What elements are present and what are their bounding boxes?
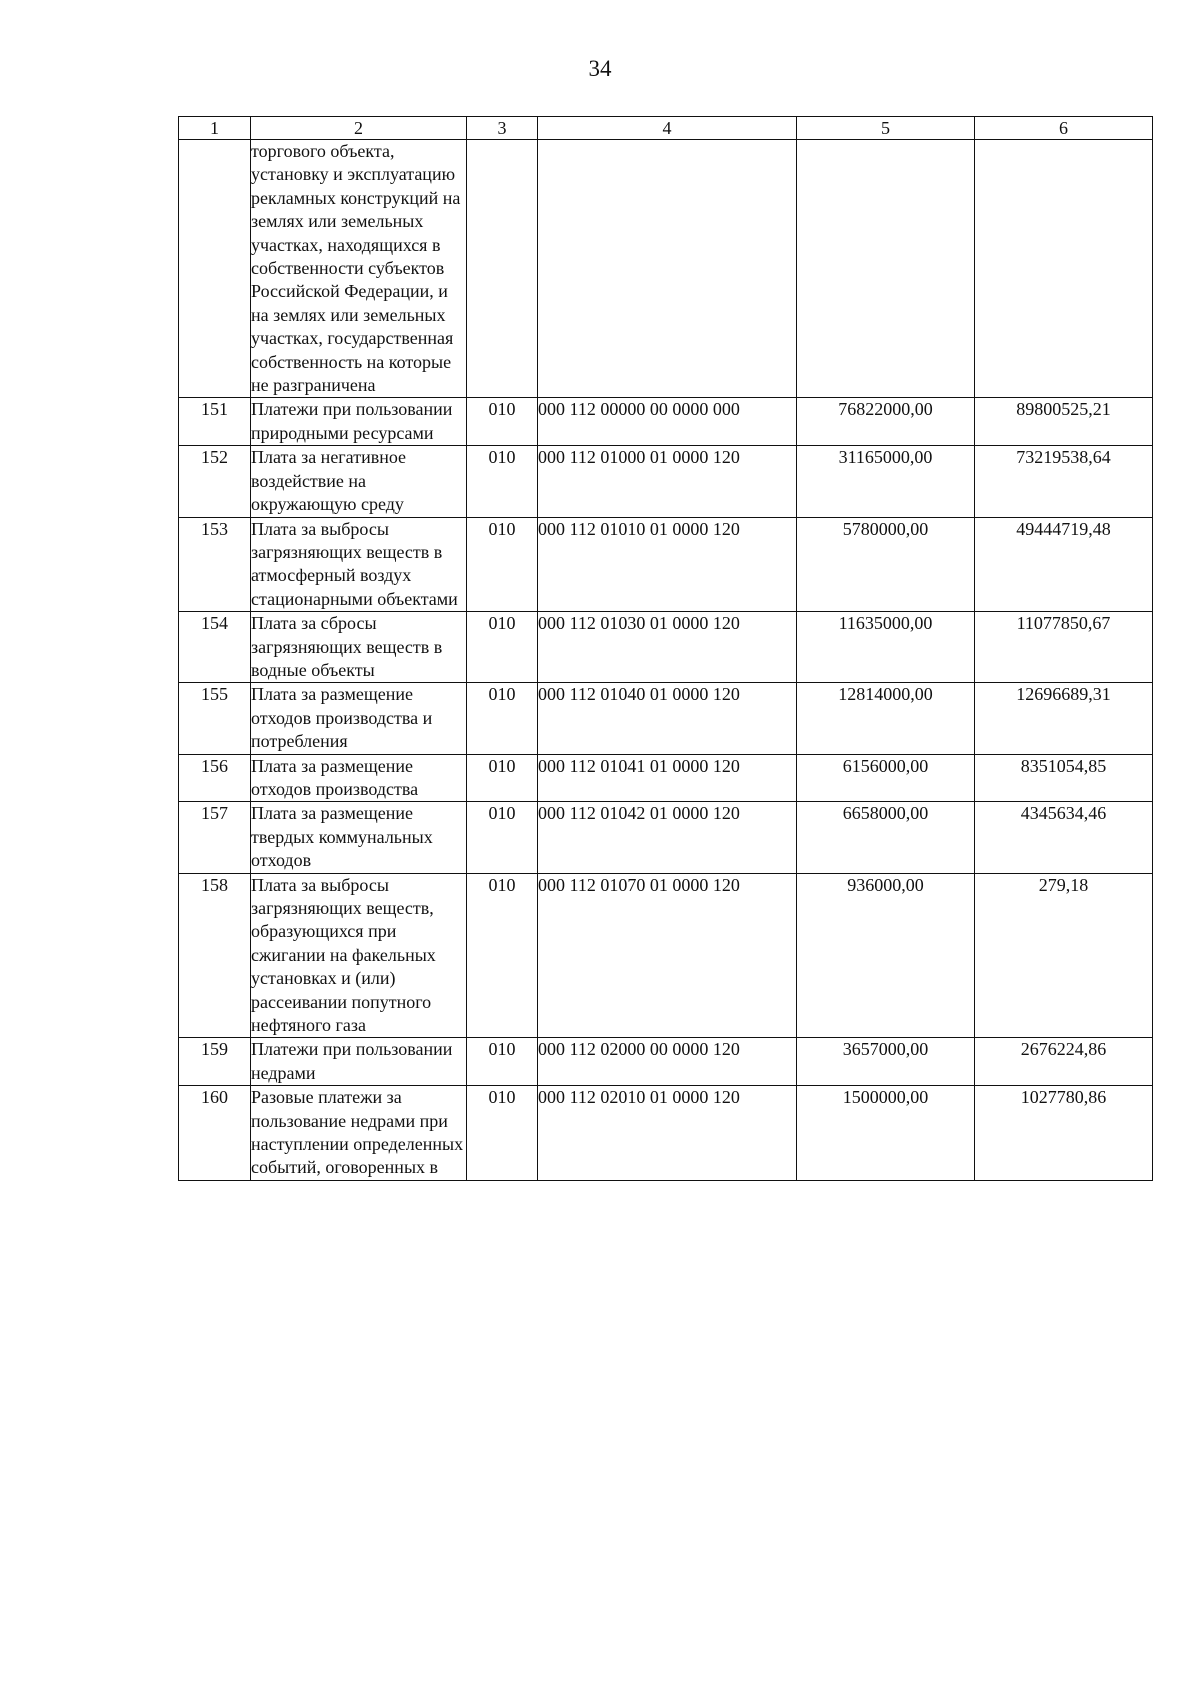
approved-amount-cell: 12814000,00: [797, 683, 975, 754]
approved-amount-cell: 936000,00: [797, 873, 975, 1038]
column-header: 2: [251, 117, 467, 140]
admin-code-cell: 010: [467, 398, 538, 446]
table-row: [179, 446, 1153, 517]
admin-code-cell: 010: [467, 612, 538, 683]
budget-code-cell: 000 112 01030 01 0000 120: [538, 612, 797, 683]
approved-amount-cell: 31165000,00: [797, 446, 975, 517]
budget-code-cell: 000 112 01010 01 0000 120: [538, 517, 797, 612]
income-name-cell: Плата за размещение отходов производства и потребления: [251, 683, 467, 754]
admin-code-cell: [467, 140, 538, 398]
income-name-cell: Разовые платежи за пользование недрами при наступлении определенных событий, оговоренных в: [251, 1086, 467, 1181]
admin-code-cell: 010: [467, 1086, 538, 1181]
table-row: [179, 873, 1153, 1038]
column-header: 3: [467, 117, 538, 140]
approved-amount-cell: 76822000,00: [797, 398, 975, 446]
table-row: [179, 754, 1153, 802]
page-number: 34: [588, 56, 612, 81]
approved-amount-cell: 11635000,00: [797, 612, 975, 683]
approved-amount-cell: [797, 140, 975, 398]
income-name-cell: торгового объекта, установку и эксплуатацию рекламных конструкций на землях или земельных участках, находящихся в собственности субъектов Российской Федерации, и на землях или земельных участках, государственная собственность на которые не разграничена: [251, 140, 467, 398]
table-row: [179, 1038, 1153, 1086]
admin-code-cell: 010: [467, 517, 538, 612]
budget-code-cell: 000 112 01000 01 0000 120: [538, 446, 797, 517]
admin-code-cell: 010: [467, 446, 538, 517]
row-number-cell: 157: [179, 802, 251, 873]
approved-amount-cell: 6658000,00: [797, 802, 975, 873]
budget-code-cell: 000 112 01041 01 0000 120: [538, 754, 797, 802]
row-number-cell: 158: [179, 873, 251, 1038]
row-number-cell: [179, 140, 251, 398]
income-name-cell: Платежи при пользовании природными ресурсами: [251, 398, 467, 446]
executed-amount-cell: [975, 140, 1153, 398]
row-number-cell: 156: [179, 754, 251, 802]
executed-amount-cell: 12696689,31: [975, 683, 1153, 754]
column-header: 4: [538, 117, 797, 140]
row-number-cell: 151: [179, 398, 251, 446]
admin-code-cell: 010: [467, 683, 538, 754]
column-header: 5: [797, 117, 975, 140]
executed-amount-cell: 11077850,67: [975, 612, 1153, 683]
row-number-cell: 152: [179, 446, 251, 517]
executed-amount-cell: 73219538,64: [975, 446, 1153, 517]
table-row: [179, 517, 1153, 612]
budget-code-cell: 000 112 02000 00 0000 120: [538, 1038, 797, 1086]
approved-amount-cell: 3657000,00: [797, 1038, 975, 1086]
executed-amount-cell: 1027780,86: [975, 1086, 1153, 1181]
table-row: [179, 140, 1153, 398]
executed-amount-cell: 89800525,21: [975, 398, 1153, 446]
row-number-cell: 159: [179, 1038, 251, 1086]
budget-code-cell: 000 112 00000 00 0000 000: [538, 398, 797, 446]
table-row: [179, 612, 1153, 683]
admin-code-cell: 010: [467, 1038, 538, 1086]
approved-amount-cell: 1500000,00: [797, 1086, 975, 1181]
income-name-cell: Плата за размещение отходов производства: [251, 754, 467, 802]
approved-amount-cell: 5780000,00: [797, 517, 975, 612]
budget-code-cell: 000 112 02010 01 0000 120: [538, 1086, 797, 1181]
income-name-cell: Плата за выбросы загрязняющих веществ, образующихся при сжигании на факельных установках и (или) рассеивании попутного нефтяного газа: [251, 873, 467, 1038]
budget-code-cell: 000 112 01042 01 0000 120: [538, 802, 797, 873]
budget-table: [178, 116, 1153, 1181]
table-row: [179, 1086, 1153, 1181]
row-number-cell: 153: [179, 517, 251, 612]
column-header: 1: [179, 117, 251, 140]
executed-amount-cell: 8351054,85: [975, 754, 1153, 802]
table-row: [179, 683, 1153, 754]
admin-code-cell: 010: [467, 873, 538, 1038]
income-name-cell: Плата за сбросы загрязняющих веществ в водные объекты: [251, 612, 467, 683]
admin-code-cell: 010: [467, 754, 538, 802]
table-row: [179, 398, 1153, 446]
budget-code-cell: [538, 140, 797, 398]
header-row: [179, 117, 1153, 140]
row-number-cell: 160: [179, 1086, 251, 1181]
income-name-cell: Плата за негативное воздействие на окружающую среду: [251, 446, 467, 517]
executed-amount-cell: 279,18: [975, 873, 1153, 1038]
income-name-cell: Плата за размещение твердых коммунальных отходов: [251, 802, 467, 873]
admin-code-cell: 010: [467, 802, 538, 873]
approved-amount-cell: 6156000,00: [797, 754, 975, 802]
income-name-cell: Плата за выбросы загрязняющих веществ в атмосферный воздух стационарными объектами: [251, 517, 467, 612]
executed-amount-cell: 4345634,46: [975, 802, 1153, 873]
executed-amount-cell: 49444719,48: [975, 517, 1153, 612]
row-number-cell: 154: [179, 612, 251, 683]
table-row: [179, 802, 1153, 873]
table-body: [179, 140, 1153, 1181]
column-header: 6: [975, 117, 1153, 140]
budget-code-cell: 000 112 01070 01 0000 120: [538, 873, 797, 1038]
income-name-cell: Платежи при пользовании недрами: [251, 1038, 467, 1086]
budget-code-cell: 000 112 01040 01 0000 120: [538, 683, 797, 754]
executed-amount-cell: 2676224,86: [975, 1038, 1153, 1086]
row-number-cell: 155: [179, 683, 251, 754]
